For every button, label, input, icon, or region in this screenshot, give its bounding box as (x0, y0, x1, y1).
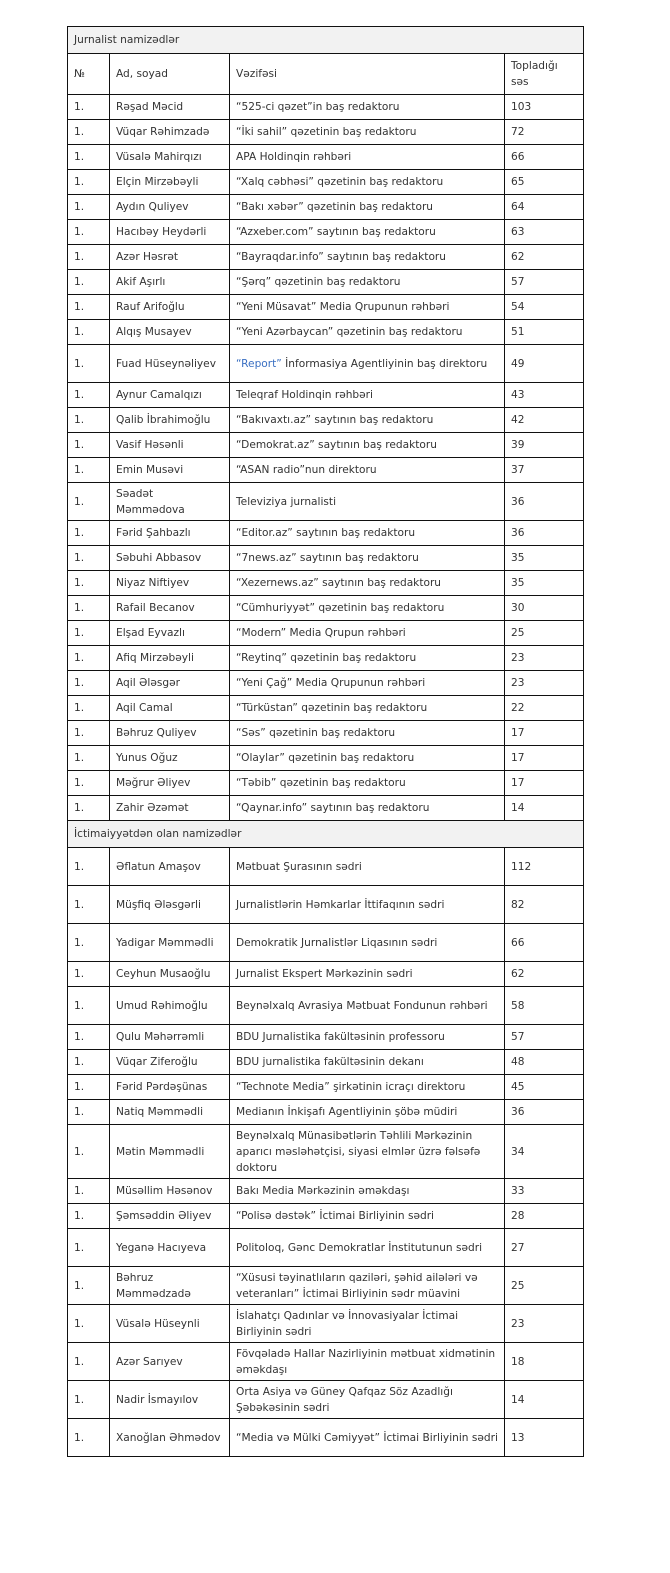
table-row (68, 796, 584, 821)
vote-count: 18 (505, 1343, 584, 1381)
candidate-position: BDU Jurnalistika fakültəsinin professoru (230, 1025, 505, 1050)
table-row (68, 962, 584, 987)
candidate-position: “Şərq” qəzetinin baş redaktoru (230, 270, 505, 295)
row-number: 1. (68, 145, 110, 170)
row-number: 1. (68, 220, 110, 245)
row-number: 1. (68, 1229, 110, 1267)
candidate-name: Vüqar Ziferoğlu (110, 1050, 230, 1075)
table-row (68, 483, 584, 521)
candidate-position (230, 345, 505, 383)
row-number: 1. (68, 1419, 110, 1457)
candidate-position: “Bayraqdar.info” saytının baş redaktoru (230, 245, 505, 270)
table-row (68, 1125, 584, 1179)
candidate-name: Xanoğlan Əhmədov (110, 1419, 230, 1457)
candidate-name: Hacıbəy Heydərli (110, 220, 230, 245)
table-row (68, 120, 584, 145)
candidate-position: “Media və Mülki Cəmiyyət” İctimai Birliyinin sədri (230, 1419, 505, 1457)
row-number: 1. (68, 245, 110, 270)
row-number: 1. (68, 1204, 110, 1229)
table-row (68, 145, 584, 170)
candidate-name: Fuad Hüseynəliyev (110, 345, 230, 383)
candidate-position: “525-ci qəzet”in baş redaktoru (230, 95, 505, 120)
row-number: 1. (68, 746, 110, 771)
candidate-name: Bəhruz Məmmədzadə (110, 1267, 230, 1305)
vote-count: 14 (505, 1381, 584, 1419)
candidate-position: “Demokrat.az” saytının baş redaktoru (230, 433, 505, 458)
table-row (68, 295, 584, 320)
vote-count: 35 (505, 546, 584, 571)
candidate-position: “İki sahil” qəzetinin baş redaktoru (230, 120, 505, 145)
row-number: 1. (68, 458, 110, 483)
section-row-public (68, 821, 584, 848)
table-row (68, 320, 584, 345)
candidate-name: Azər Sarıyev (110, 1343, 230, 1381)
table-row (68, 270, 584, 295)
table-row (68, 596, 584, 621)
vote-count: 28 (505, 1204, 584, 1229)
vote-count: 103 (505, 95, 584, 120)
candidate-name: Nadir İsmayılov (110, 1381, 230, 1419)
table-row (68, 1179, 584, 1204)
vote-count: 37 (505, 458, 584, 483)
row-number: 1. (68, 1025, 110, 1050)
candidate-name: Rafail Becanov (110, 596, 230, 621)
row-number: 1. (68, 320, 110, 345)
row-number: 1. (68, 571, 110, 596)
candidate-position: “Olaylar” qəzetinin baş redaktoru (230, 746, 505, 771)
vote-count: 63 (505, 220, 584, 245)
table-row (68, 195, 584, 220)
vote-count: 13 (505, 1419, 584, 1457)
candidate-position: “Yeni Çağ” Media Qrupunun rəhbəri (230, 671, 505, 696)
row-number: 1. (68, 1267, 110, 1305)
row-number: 1. (68, 1125, 110, 1179)
table-row (68, 1025, 584, 1050)
candidate-position: Beynəlxalq Avrasiya Mətbuat Fondunun rəhbəri (230, 987, 505, 1025)
candidate-name: Zahir Əzəmət (110, 796, 230, 821)
section-row-journalists (68, 27, 584, 54)
candidate-position: “Azxeber.com” saytının baş redaktoru (230, 220, 505, 245)
candidate-name: Niyaz Niftiyev (110, 571, 230, 596)
table-row (68, 924, 584, 962)
table-row (68, 1050, 584, 1075)
row-number: 1. (68, 546, 110, 571)
vote-count: 62 (505, 962, 584, 987)
table-row (68, 521, 584, 546)
table-row (68, 546, 584, 571)
row-number: 1. (68, 521, 110, 546)
table-row (68, 245, 584, 270)
candidate-position: “Xüsusi təyinatlıların qaziləri, şəhid ailələri və veteranları” İctimai Birliyinin sədr müavini (230, 1267, 505, 1305)
table-row (68, 95, 584, 120)
candidate-position: Bakı Media Mərkəzinin əməkdaşı (230, 1179, 505, 1204)
vote-count: 33 (505, 1179, 584, 1204)
candidate-name: Qalib İbrahimoğlu (110, 408, 230, 433)
candidate-name: Müsəllim Həsənov (110, 1179, 230, 1204)
candidate-position: Medianın İnkişafı Agentliyinin şöbə müdiri (230, 1100, 505, 1125)
candidate-position: “Səs” qəzetinin baş redaktoru (230, 721, 505, 746)
row-number: 1. (68, 1075, 110, 1100)
row-number: 1. (68, 924, 110, 962)
candidate-position: “Cümhuriyyət” qəzetinin baş redaktoru (230, 596, 505, 621)
vote-count: 27 (505, 1229, 584, 1267)
candidate-name: Natiq Məmmədli (110, 1100, 230, 1125)
candidate-name: Əflatun Amaşov (110, 848, 230, 886)
candidate-name: Məğrur Əliyev (110, 771, 230, 796)
candidate-position: “Polisə dəstək” İctimai Birliyinin sədri (230, 1204, 505, 1229)
vote-count: 36 (505, 1100, 584, 1125)
vote-count: 48 (505, 1050, 584, 1075)
candidate-name: Fərid Şahbazlı (110, 521, 230, 546)
candidate-name: Aydın Quliyev (110, 195, 230, 220)
candidate-position: Jurnalistlərin Həmkarlar İttifaqının sədri (230, 886, 505, 924)
table-row (68, 458, 584, 483)
candidate-position: BDU jurnalistika fakültəsinin dekanı (230, 1050, 505, 1075)
candidate-name: Yadigar Məmmədli (110, 924, 230, 962)
candidate-name: Fərid Pərdəşünas (110, 1075, 230, 1100)
vote-count: 51 (505, 320, 584, 345)
vote-count: 72 (505, 120, 584, 145)
candidate-name: Bəhruz Quliyev (110, 721, 230, 746)
row-number: 1. (68, 596, 110, 621)
table-row (68, 1305, 584, 1343)
vote-count: 23 (505, 1305, 584, 1343)
candidate-position: “Türküstan” qəzetinin baş redaktoru (230, 696, 505, 721)
vote-count: 66 (505, 145, 584, 170)
vote-count: 42 (505, 408, 584, 433)
row-number: 1. (68, 195, 110, 220)
candidate-name: Vüqar Rəhimzadə (110, 120, 230, 145)
candidate-position: “Xalq cəbhəsi” qəzetinin baş redaktoru (230, 170, 505, 195)
table-row (68, 1100, 584, 1125)
candidate-name: Umud Rəhimoğlu (110, 987, 230, 1025)
candidate-name: Vüsalə Hüseynli (110, 1305, 230, 1343)
vote-count: 82 (505, 886, 584, 924)
col-header-name: Ad, soyad (110, 54, 230, 95)
candidate-position: “Qaynar.info” saytının baş redaktoru (230, 796, 505, 821)
table-row (68, 1343, 584, 1381)
vote-count: 25 (505, 621, 584, 646)
candidate-name: Aynur Camalqızı (110, 383, 230, 408)
candidate-position: “Reytinq” qəzetinin baş redaktoru (230, 646, 505, 671)
candidate-name: Azər Həsrət (110, 245, 230, 270)
row-number: 1. (68, 696, 110, 721)
candidate-position: “7news.az” saytının baş redaktoru (230, 546, 505, 571)
vote-count: 54 (505, 295, 584, 320)
row-number: 1. (68, 1179, 110, 1204)
table-row (68, 433, 584, 458)
candidate-name: Elşad Eyvazlı (110, 621, 230, 646)
candidate-position: “Technote Media” şirkətinin icraçı direktoru (230, 1075, 505, 1100)
candidate-position: Beynəlxalq Münasibətlərin Təhlili Mərkəzinin aparıcı məsləhətçisi, siyasi elmlər üzrə fəlsəfə doktoru (230, 1125, 505, 1179)
row-number: 1. (68, 345, 110, 383)
vote-count: 17 (505, 721, 584, 746)
vote-count: 23 (505, 671, 584, 696)
table-row (68, 170, 584, 195)
table-row (68, 746, 584, 771)
vote-count: 45 (505, 1075, 584, 1100)
candidate-name: Emin Musəvi (110, 458, 230, 483)
candidate-position: “Yeni Azərbaycan” qəzetinin baş redaktoru (230, 320, 505, 345)
section-title: Jurnalist namizədlər (68, 27, 584, 54)
position-link[interactable]: “Report” (236, 357, 282, 370)
table-row (68, 1419, 584, 1457)
row-number: 1. (68, 483, 110, 521)
candidate-name: Şəmsəddin Əliyev (110, 1204, 230, 1229)
row-number: 1. (68, 1381, 110, 1419)
table-row (68, 886, 584, 924)
candidates-table-body (68, 27, 584, 1457)
vote-count: 25 (505, 1267, 584, 1305)
candidate-name: Səbuhi Abbasov (110, 546, 230, 571)
candidate-name: Afiq Mirzəbəyli (110, 646, 230, 671)
table-row (68, 987, 584, 1025)
row-number: 1. (68, 95, 110, 120)
candidate-name: Rəşad Məcid (110, 95, 230, 120)
section-title: İctimaiyyətdən olan namizədlər (68, 821, 584, 848)
row-number: 1. (68, 1050, 110, 1075)
candidate-name: Qulu Məhərrəmli (110, 1025, 230, 1050)
col-header-votes: Topladığı səs (505, 54, 584, 95)
row-number: 1. (68, 671, 110, 696)
table-row (68, 408, 584, 433)
candidate-name: Akif Aşırlı (110, 270, 230, 295)
candidate-name: Rauf Arifoğlu (110, 295, 230, 320)
position-text: İnformasiya Agentliyinin baş direktoru (281, 357, 488, 370)
table-row (68, 848, 584, 886)
candidates-table (67, 26, 584, 1457)
candidate-position: “Bakıvaxtı.az” saytının baş redaktoru (230, 408, 505, 433)
row-number: 1. (68, 621, 110, 646)
table-row (68, 571, 584, 596)
candidate-position: “Təbib” qəzetinin baş redaktoru (230, 771, 505, 796)
table-row (68, 621, 584, 646)
vote-count: 36 (505, 483, 584, 521)
candidate-position: Politoloq, Gənc Demokratlar İnstitutunun sədri (230, 1229, 505, 1267)
vote-count: 14 (505, 796, 584, 821)
vote-count: 39 (505, 433, 584, 458)
candidate-position: Televiziya jurnalisti (230, 483, 505, 521)
candidate-name: Səadət Məmmədova (110, 483, 230, 521)
table-row (68, 220, 584, 245)
row-number: 1. (68, 848, 110, 886)
table-row (68, 1267, 584, 1305)
vote-count: 22 (505, 696, 584, 721)
vote-count: 65 (505, 170, 584, 195)
vote-count: 30 (505, 596, 584, 621)
table-row (68, 646, 584, 671)
candidate-position: Demokratik Jurnalistlər Liqasının sədri (230, 924, 505, 962)
candidate-name: Mətin Məmmədli (110, 1125, 230, 1179)
row-number: 1. (68, 270, 110, 295)
candidate-position: “ASAN radio”nun direktoru (230, 458, 505, 483)
vote-count: 57 (505, 270, 584, 295)
candidate-name: Vasif Həsənli (110, 433, 230, 458)
candidate-position: Jurnalist Ekspert Mərkəzinin sədri (230, 962, 505, 987)
candidate-position: “Xezernews.az” saytının baş redaktoru (230, 571, 505, 596)
vote-count: 36 (505, 521, 584, 546)
table-row (68, 345, 584, 383)
vote-count: 58 (505, 987, 584, 1025)
candidate-name: Müşfiq Ələsgərli (110, 886, 230, 924)
table-row (68, 1075, 584, 1100)
row-number: 1. (68, 886, 110, 924)
candidate-name: Aqil Camal (110, 696, 230, 721)
col-header-position: Vəzifəsi (230, 54, 505, 95)
candidate-position: Orta Asiya və Güney Qafqaz Söz Azadlığı Şəbəkəsinin sədri (230, 1381, 505, 1419)
vote-count: 66 (505, 924, 584, 962)
row-number: 1. (68, 295, 110, 320)
table-row (68, 1381, 584, 1419)
vote-count: 17 (505, 771, 584, 796)
table-row (68, 696, 584, 721)
row-number: 1. (68, 796, 110, 821)
candidate-name: Vüsalə Mahirqızı (110, 145, 230, 170)
table-row (68, 721, 584, 746)
vote-count: 34 (505, 1125, 584, 1179)
candidate-name: Aqil Ələsgər (110, 671, 230, 696)
row-number: 1. (68, 120, 110, 145)
candidate-name: Alqış Musayev (110, 320, 230, 345)
row-number: 1. (68, 170, 110, 195)
row-number: 1. (68, 721, 110, 746)
candidate-position: İslahatçı Qadınlar və İnnovasiyalar İctimai Birliyinin sədri (230, 1305, 505, 1343)
header-row (68, 54, 584, 95)
vote-count: 49 (505, 345, 584, 383)
candidate-position: Mətbuat Şurasının sədri (230, 848, 505, 886)
candidate-position: APA Holdinqin rəhbəri (230, 145, 505, 170)
vote-count: 43 (505, 383, 584, 408)
candidate-position: Fövqəladə Hallar Nazirliyinin mətbuat xidmətinin əməkdaşı (230, 1343, 505, 1381)
candidate-position: “Bakı xəbər” qəzetinin baş redaktoru (230, 195, 505, 220)
row-number: 1. (68, 1343, 110, 1381)
vote-count: 64 (505, 195, 584, 220)
vote-count: 57 (505, 1025, 584, 1050)
candidate-position: “Modern” Media Qrupun rəhbəri (230, 621, 505, 646)
candidate-position: “Yeni Müsavat” Media Qrupunun rəhbəri (230, 295, 505, 320)
col-header-number: № (68, 54, 110, 95)
vote-count: 17 (505, 746, 584, 771)
candidate-name: Ceyhun Musaoğlu (110, 962, 230, 987)
table-row (68, 671, 584, 696)
table-row (68, 1229, 584, 1267)
vote-count: 62 (505, 245, 584, 270)
row-number: 1. (68, 408, 110, 433)
candidate-name: Yeganə Hacıyeva (110, 1229, 230, 1267)
row-number: 1. (68, 646, 110, 671)
row-number: 1. (68, 383, 110, 408)
candidate-name: Elçin Mirzəbəyli (110, 170, 230, 195)
vote-count: 35 (505, 571, 584, 596)
candidate-position: “Editor.az” saytının baş redaktoru (230, 521, 505, 546)
row-number: 1. (68, 1100, 110, 1125)
row-number: 1. (68, 987, 110, 1025)
candidate-position: Teleqraf Holdinqin rəhbəri (230, 383, 505, 408)
vote-count: 112 (505, 848, 584, 886)
row-number: 1. (68, 1305, 110, 1343)
row-number: 1. (68, 771, 110, 796)
table-row (68, 771, 584, 796)
vote-count: 23 (505, 646, 584, 671)
row-number: 1. (68, 962, 110, 987)
candidate-name: Yunus Oğuz (110, 746, 230, 771)
row-number: 1. (68, 433, 110, 458)
table-row (68, 1204, 584, 1229)
table-row (68, 383, 584, 408)
